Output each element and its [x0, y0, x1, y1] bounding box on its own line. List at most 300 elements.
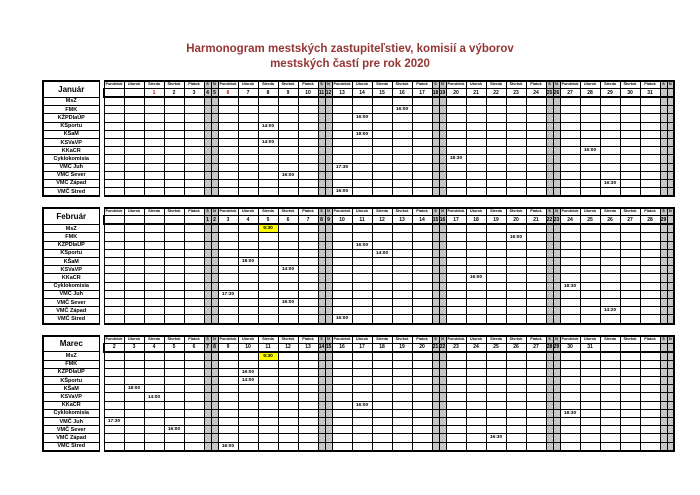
- day-cell: [372, 106, 392, 114]
- month-body: [43, 352, 674, 451]
- day-cell: [432, 114, 439, 122]
- day-cell: [184, 290, 204, 298]
- day-cell: [412, 224, 432, 233]
- day-cell: [184, 179, 204, 187]
- event-cell: 18:30: [560, 282, 580, 290]
- day-cell: [144, 224, 164, 233]
- day-cell: [104, 258, 124, 266]
- day-cell: [466, 418, 486, 426]
- weekday-header: Pondelok: [218, 336, 238, 344]
- day-cell: [258, 360, 278, 368]
- month-header: [43, 336, 674, 352]
- day-cell: [372, 114, 392, 122]
- day-cell: [667, 155, 674, 163]
- day-cell: [446, 315, 466, 324]
- day-cell: [600, 282, 620, 290]
- day-cell: [560, 266, 580, 274]
- day-cell: [325, 315, 332, 324]
- day-cell: [238, 138, 258, 146]
- day-cell: [392, 97, 412, 106]
- day-cell: [325, 274, 332, 282]
- day-cell: [667, 298, 674, 306]
- table-row: [43, 106, 674, 114]
- day-number: 2: [211, 216, 218, 225]
- day-cell: [204, 249, 211, 257]
- day-number: 25: [546, 89, 553, 96]
- row-label: VMČ Západ: [43, 179, 99, 187]
- day-cell: [124, 114, 144, 122]
- day-cell: [258, 97, 278, 106]
- weekday-header: Štvrtok: [392, 336, 412, 344]
- day-cell: [553, 426, 560, 434]
- day-cell: [553, 130, 560, 138]
- day-cell: [332, 290, 352, 298]
- day-cell: [144, 258, 164, 266]
- day-cell: [238, 409, 258, 417]
- day-cell: [144, 97, 164, 106]
- row-label: VMČ Stred: [43, 188, 99, 197]
- day-cell: [204, 122, 211, 130]
- day-cell: [104, 224, 124, 233]
- day-cell: [211, 274, 218, 282]
- day-cell: [144, 434, 164, 442]
- day-cell: [258, 442, 278, 451]
- day-cell: [104, 233, 124, 241]
- day-cell: [325, 426, 332, 434]
- day-cell: [392, 188, 412, 197]
- day-number: 30: [620, 89, 640, 98]
- day-cell: [412, 426, 432, 434]
- day-cell: [318, 171, 325, 179]
- day-cell: [184, 130, 204, 138]
- day-cell: [553, 409, 560, 417]
- table-row: [43, 266, 674, 274]
- day-cell: [667, 368, 674, 376]
- day-cell: [124, 241, 144, 249]
- day-cell: [372, 266, 392, 274]
- day-cell: [372, 122, 392, 130]
- day-cell: [211, 155, 218, 163]
- day-cell: [526, 315, 546, 324]
- event-cell: 16:00: [466, 274, 486, 282]
- day-cell: [298, 409, 318, 417]
- table-row: [43, 241, 674, 249]
- day-cell: [278, 409, 298, 417]
- table-row: [43, 233, 674, 241]
- day-cell: [318, 224, 325, 233]
- day-cell: [298, 315, 318, 324]
- day-cell: [238, 188, 258, 197]
- weekday-header: Utorok: [580, 208, 600, 216]
- day-number: 7: [204, 343, 211, 352]
- row-label: KŠaM: [43, 130, 99, 138]
- day-cell: [546, 307, 553, 315]
- day-number: 3: [184, 89, 204, 98]
- day-cell: [446, 233, 466, 241]
- day-cell: [204, 155, 211, 163]
- day-cell: [526, 368, 546, 376]
- day-cell: [258, 233, 278, 241]
- row-label: VMČ Juh: [43, 163, 99, 171]
- day-cell: [372, 418, 392, 426]
- day-cell: [506, 130, 526, 138]
- day-cell: [526, 393, 546, 401]
- day-cell: [600, 138, 620, 146]
- day-number: 21: [432, 344, 439, 350]
- row-label: VMČ Sever: [43, 298, 99, 306]
- day-cell: [486, 307, 506, 315]
- day-cell: [211, 368, 218, 376]
- day-cell: [412, 188, 432, 197]
- day-cell: [432, 130, 439, 138]
- month-tables-container: [42, 80, 700, 452]
- day-cell: [560, 147, 580, 155]
- weekday-header: N: [553, 81, 560, 89]
- day-cell: [667, 241, 674, 249]
- day-cell: [486, 179, 506, 187]
- day-number: [667, 343, 674, 352]
- day-cell: [218, 377, 238, 385]
- day-number: 28: [640, 216, 660, 225]
- day-cell: [560, 249, 580, 257]
- day-cell: [526, 418, 546, 426]
- day-cell: [144, 274, 164, 282]
- day-cell: [204, 393, 211, 401]
- day-cell: [486, 315, 506, 324]
- day-cell: [211, 130, 218, 138]
- row-label: KSVaVP: [43, 393, 99, 401]
- day-cell: [439, 401, 446, 409]
- day-cell: [640, 442, 660, 451]
- day-cell: [352, 106, 372, 114]
- day-cell: [218, 233, 238, 241]
- day-cell: [124, 434, 144, 442]
- day-cell: [372, 258, 392, 266]
- day-cell: [144, 282, 164, 290]
- weekday-header: Piatok: [412, 208, 432, 216]
- day-number: [660, 89, 667, 98]
- day-cell: [325, 155, 332, 163]
- day-cell: [204, 298, 211, 306]
- weekday-header: Streda: [144, 81, 164, 89]
- event-cell: 16:00: [238, 368, 258, 376]
- day-cell: [318, 274, 325, 282]
- day-cell: [553, 315, 560, 324]
- row-label: KŠportu: [43, 122, 99, 130]
- day-cell: [412, 138, 432, 146]
- day-cell: [298, 249, 318, 257]
- day-cell: [446, 147, 466, 155]
- day-cell: [352, 385, 372, 393]
- day-cell: [432, 155, 439, 163]
- day-cell: [560, 114, 580, 122]
- day-cell: [640, 224, 660, 233]
- day-cell: [506, 307, 526, 315]
- day-cell: [104, 442, 124, 451]
- day-cell: [204, 258, 211, 266]
- day-cell: [372, 368, 392, 376]
- day-cell: [580, 307, 600, 315]
- day-cell: [560, 418, 580, 426]
- day-cell: [620, 138, 640, 146]
- day-cell: [318, 377, 325, 385]
- day-number: 14: [412, 216, 432, 225]
- day-cell: [620, 155, 640, 163]
- day-cell: [412, 315, 432, 324]
- day-cell: [325, 179, 332, 187]
- day-cell: [439, 307, 446, 315]
- weekday-header: Štvrtok: [392, 81, 412, 89]
- day-cell: [600, 360, 620, 368]
- day-cell: [164, 368, 184, 376]
- day-cell: [439, 360, 446, 368]
- day-cell: [412, 352, 432, 361]
- day-number: 19: [392, 343, 412, 352]
- day-cell: [446, 377, 466, 385]
- day-cell: [553, 434, 560, 442]
- day-cell: [580, 224, 600, 233]
- day-cell: [486, 282, 506, 290]
- day-cell: [432, 434, 439, 442]
- day-cell: [506, 282, 526, 290]
- day-cell: [184, 155, 204, 163]
- day-number: 12: [325, 89, 332, 96]
- day-cell: [620, 315, 640, 324]
- day-cell: [124, 307, 144, 315]
- day-cell: [600, 442, 620, 451]
- day-cell: [278, 442, 298, 451]
- day-number: 20: [506, 216, 526, 225]
- weekday-header: Utorok: [466, 208, 486, 216]
- day-cell: [352, 188, 372, 197]
- day-cell: [352, 352, 372, 361]
- day-cell: [506, 377, 526, 385]
- month-header: [43, 81, 674, 97]
- day-cell: [392, 274, 412, 282]
- day-cell: [486, 393, 506, 401]
- day-cell: [218, 298, 238, 306]
- day-cell: [506, 171, 526, 179]
- day-cell: [660, 155, 667, 163]
- day-cell: [211, 188, 218, 197]
- day-cell: [392, 307, 412, 315]
- day-cell: [526, 442, 546, 451]
- day-cell: [325, 233, 332, 241]
- day-cell: [104, 282, 124, 290]
- day-cell: [466, 171, 486, 179]
- weekday-header: S: [660, 208, 667, 216]
- day-cell: [218, 163, 238, 171]
- day-cell: [600, 409, 620, 417]
- day-cell: [560, 179, 580, 187]
- day-cell: [258, 188, 278, 197]
- day-cell: [204, 352, 211, 361]
- day-cell: [258, 179, 278, 187]
- day-cell: [553, 233, 560, 241]
- day-cell: [667, 352, 674, 361]
- row-label: FMK: [43, 106, 99, 114]
- day-cell: [124, 315, 144, 324]
- day-cell: [667, 377, 674, 385]
- day-cell: [238, 282, 258, 290]
- day-cell: [278, 282, 298, 290]
- day-cell: [332, 385, 352, 393]
- day-cell: [278, 147, 298, 155]
- day-number: 4: [238, 216, 258, 225]
- day-cell: [580, 368, 600, 376]
- day-cell: [660, 385, 667, 393]
- row-label: VMČ Západ: [43, 307, 99, 315]
- day-cell: [164, 409, 184, 417]
- day-cell: [667, 409, 674, 417]
- day-cell: [298, 298, 318, 306]
- day-cell: [352, 266, 372, 274]
- event-cell: 18:30: [446, 155, 466, 163]
- day-cell: [486, 233, 506, 241]
- day-cell: [218, 307, 238, 315]
- day-cell: [506, 114, 526, 122]
- day-cell: [184, 122, 204, 130]
- day-cell: [432, 385, 439, 393]
- day-number: [660, 343, 667, 352]
- day-cell: [560, 426, 580, 434]
- day-cell: [600, 155, 620, 163]
- day-cell: [318, 442, 325, 451]
- day-cell: [325, 360, 332, 368]
- day-cell: [372, 290, 392, 298]
- day-cell: [439, 377, 446, 385]
- day-cell: [278, 241, 298, 249]
- day-cell: [392, 401, 412, 409]
- weekday-header: N: [211, 336, 218, 344]
- day-cell: [486, 249, 506, 257]
- day-cell: [439, 298, 446, 306]
- day-cell: [318, 307, 325, 315]
- day-cell: [318, 258, 325, 266]
- day-cell: [660, 377, 667, 385]
- day-cell: [546, 352, 553, 361]
- day-cell: [486, 266, 506, 274]
- day-cell: [144, 106, 164, 114]
- row-label: KKaCR: [43, 147, 99, 155]
- day-cell: [439, 434, 446, 442]
- day-cell: [204, 163, 211, 171]
- table-row: [43, 409, 674, 417]
- day-cell: [352, 138, 372, 146]
- weekday-header: Piatok: [298, 208, 318, 216]
- day-cell: [412, 442, 432, 451]
- event-cell: 16:00: [164, 426, 184, 434]
- weekday-header: Streda: [600, 336, 620, 344]
- day-cell: [258, 409, 278, 417]
- weekday-header: Utorok: [124, 208, 144, 216]
- day-cell: [352, 377, 372, 385]
- day-cell: [392, 352, 412, 361]
- document-title: [0, 42, 700, 72]
- day-cell: [318, 418, 325, 426]
- day-cell: [560, 298, 580, 306]
- day-cell: [238, 315, 258, 324]
- day-cell: [560, 274, 580, 282]
- day-cell: [412, 368, 432, 376]
- weekday-header: S: [432, 81, 439, 89]
- day-cell: [211, 138, 218, 146]
- day-cell: [318, 385, 325, 393]
- day-cell: [439, 290, 446, 298]
- day-cell: [298, 352, 318, 361]
- day-cell: [432, 401, 439, 409]
- day-cell: [667, 418, 674, 426]
- day-cell: [432, 409, 439, 417]
- month-name: Marec: [43, 336, 99, 352]
- day-cell: [553, 241, 560, 249]
- day-cell: [546, 290, 553, 298]
- day-cell: [660, 298, 667, 306]
- event-cell: 16:30: [486, 434, 506, 442]
- day-cell: [560, 290, 580, 298]
- day-cell: [124, 171, 144, 179]
- day-cell: [620, 360, 640, 368]
- day-cell: [620, 442, 640, 451]
- day-cell: [124, 360, 144, 368]
- day-cell: [620, 434, 640, 442]
- day-cell: [526, 352, 546, 361]
- day-number: 29: [600, 89, 620, 98]
- day-cell: [372, 442, 392, 451]
- day-cell: [258, 298, 278, 306]
- event-cell: 16:00: [278, 171, 298, 179]
- day-cell: [439, 249, 446, 257]
- day-cell: [258, 258, 278, 266]
- event-cell: 14:20: [600, 307, 620, 315]
- event-cell: 14:00: [258, 138, 278, 146]
- row-label: MsZ: [43, 224, 99, 233]
- day-number: 8: [211, 343, 218, 352]
- day-cell: [238, 434, 258, 442]
- day-number: [640, 343, 660, 352]
- weekday-header: Utorok: [238, 336, 258, 344]
- weekday-header: Pondelok: [446, 208, 466, 216]
- day-cell: [546, 179, 553, 187]
- event-cell: 18:00: [238, 258, 258, 266]
- day-cell: [600, 426, 620, 434]
- day-cell: [667, 233, 674, 241]
- day-cell: [352, 307, 372, 315]
- day-cell: [446, 171, 466, 179]
- day-cell: [144, 171, 164, 179]
- day-cell: [278, 163, 298, 171]
- day-cell: [184, 434, 204, 442]
- table-row: [43, 377, 674, 385]
- day-cell: [278, 138, 298, 146]
- weekday-header: Streda: [144, 336, 164, 344]
- day-cell: [238, 385, 258, 393]
- day-cell: [392, 266, 412, 274]
- day-cell: [546, 282, 553, 290]
- day-cell: [560, 122, 580, 130]
- day-number: [164, 216, 184, 225]
- day-cell: [318, 434, 325, 442]
- weekday-header: Streda: [372, 208, 392, 216]
- weekday-header: Pondelok: [218, 81, 238, 89]
- day-cell: [211, 401, 218, 409]
- day-cell: [446, 282, 466, 290]
- day-cell: [298, 258, 318, 266]
- day-cell: [412, 298, 432, 306]
- day-cell: [144, 241, 164, 249]
- day-cell: [660, 274, 667, 282]
- day-cell: [667, 282, 674, 290]
